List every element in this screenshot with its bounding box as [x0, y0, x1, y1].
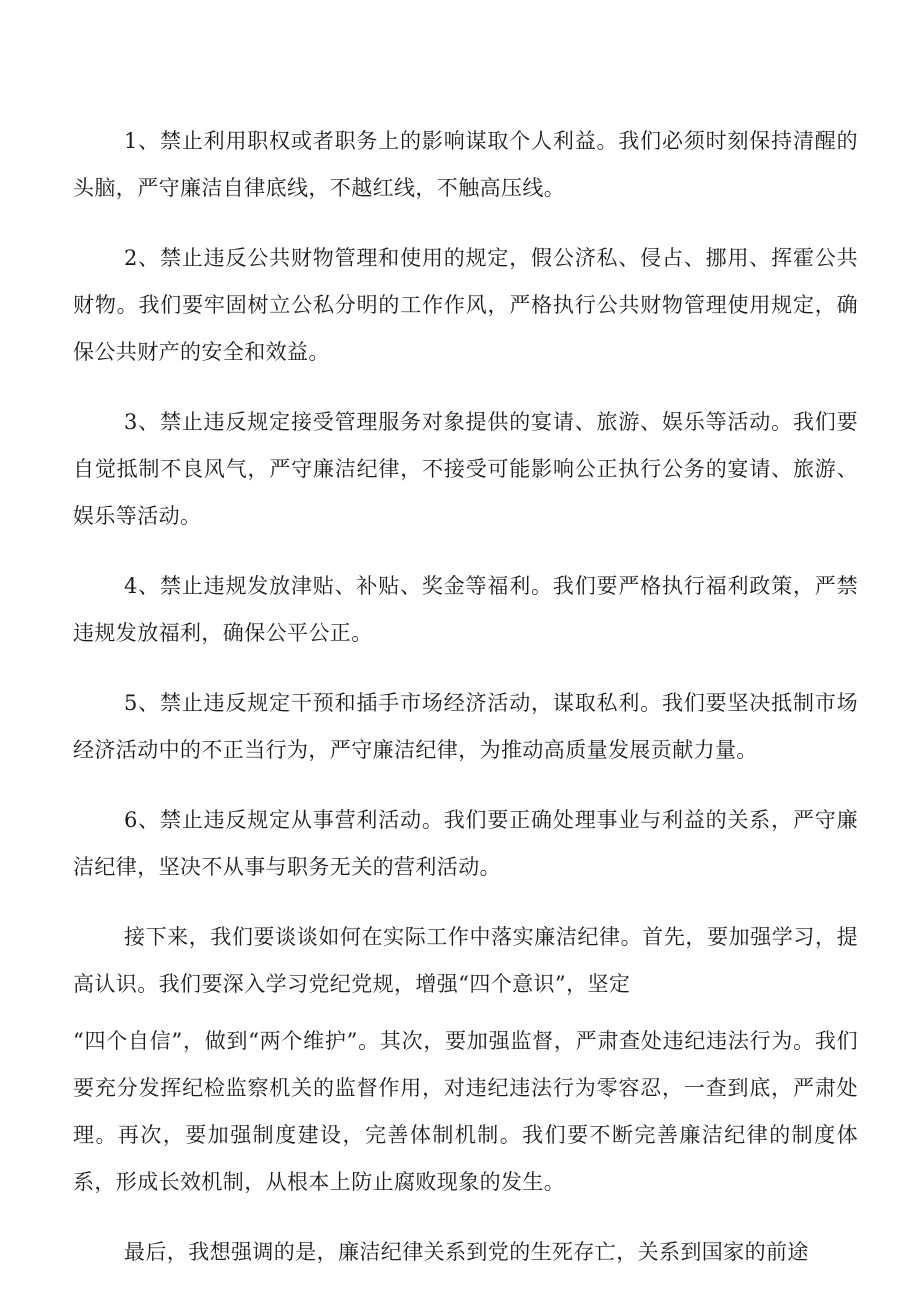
document-body	[73, 118, 858, 1299]
paragraph-implementation: 接下来，我们要谈谈如何在实际工作中落实廉洁纪律。首先，要加强学习，提高认识。我们要深入学习党纪党规，增强“四个意识”，坚定	[73, 925, 858, 996]
paragraph-item-4: 4、禁止违规发放津贴、补贴、奖金等福利。我们要严格执行福利政策，严禁违规发放福利，确保公平公正。	[73, 574, 858, 645]
paragraph-item-1: 1、禁止利用职权或者职务上的影响谋取个人利益。我们必须时刻保持清醒的头脑，严守廉洁自律底线，不越红线，不触高压线。	[73, 129, 858, 200]
paragraph-implementation-continued: “四个自信”，做到“两个维护”。其次，要加强监督，严肃查处违纪违法行为。我们要充分发挥纪检监察机关的监督作用，对违纪违法行为零容忍，一查到底，严肃处理。再次，要加强制度建设，完善体制机制。我们要不断完善廉洁纪律的制度体系，形成长效机制，从根本上防止腐败现象的发生。	[73, 1029, 858, 1194]
paragraph-item-6: 6、禁止违反规定从事营利活动。我们要正确处理事业与利益的关系，严守廉洁纪律，坚决不从事与职务无关的营利活动。	[73, 808, 858, 879]
paragraph-item-5: 5、禁止违反规定干预和插手市场经济活动，谋取私利。我们要坚决抵制市场经济活动中的不正当行为，严守廉洁纪律，为推动高质量发展贡献力量。	[73, 691, 858, 762]
paragraph-item-2: 2、禁止违反公共财物管理和使用的规定，假公济私、侵占、挪用、挥霍公共财物。我们要牢固树立公私分明的工作作风，严格执行公共财物管理使用规定，确保公共财产的安全和效益。	[73, 246, 858, 364]
paragraph-conclusion: 最后，我想强调的是，廉洁纪律关系到党的生死存亡，关系到国家的前途	[124, 1240, 809, 1264]
paragraph-item-3: 3、禁止违反规定接受管理服务对象提供的宴请、旅游、娱乐等活动。我们要自觉抵制不良风气，严守廉洁纪律，不接受可能影响公正执行公务的宴请、旅游、娱乐等活动。	[73, 410, 858, 528]
